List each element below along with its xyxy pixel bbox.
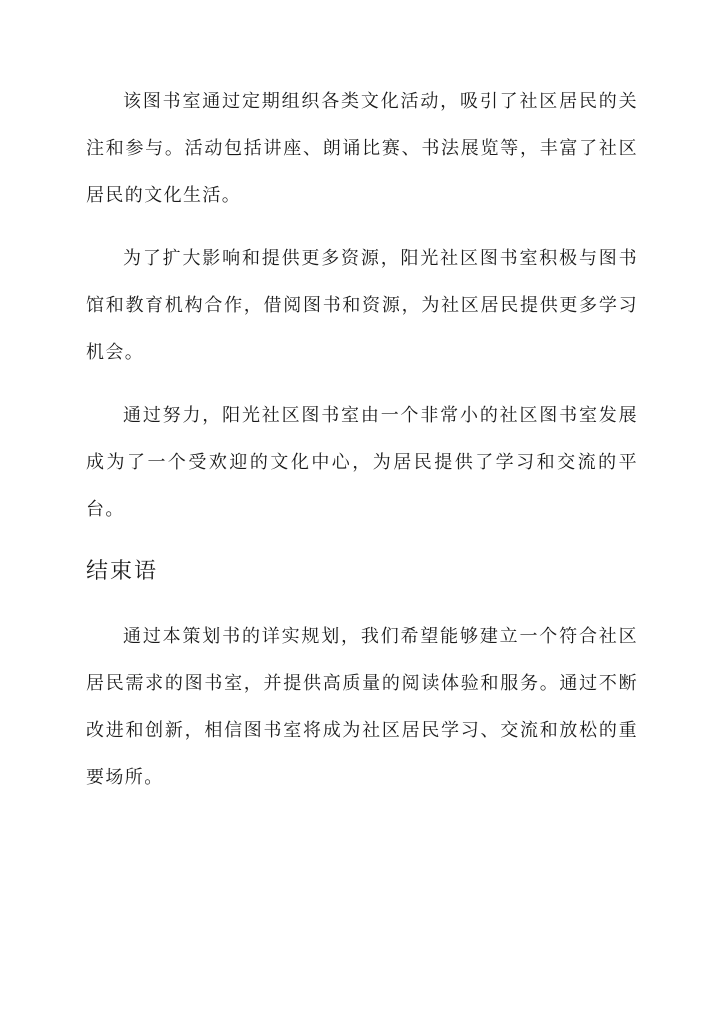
paragraph-development: 通过努力，阳光社区图书室由一个非常小的社区图书室发展成为了一个受欢迎的文化中心，为居民提供了学习和交流的平台。 [86,405,638,520]
section-heading-conclusion: 结束语 [86,559,159,584]
paragraph-conclusion: 通过本策划书的详实规划，我们希望能够建立一个符合社区居民需求的图书室，并提供高质量的阅读体验和服务。通过不断改进和创新，相信图书室将成为社区居民学习、交流和放松的重要场所。 [86,626,638,788]
paragraph-activities: 该图书室通过定期组织各类文化活动，吸引了社区居民的关注和参与。活动包括讲座、朗诵比赛、书法展览等，丰富了社区居民的文化生活。 [86,91,638,206]
paragraph-cooperation: 为了扩大影响和提供更多资源，阳光社区图书室积极与图书馆和教育机构合作，借阅图书和资源，为社区居民提供更多学习机会。 [86,248,638,363]
document-page [86,78,638,817]
